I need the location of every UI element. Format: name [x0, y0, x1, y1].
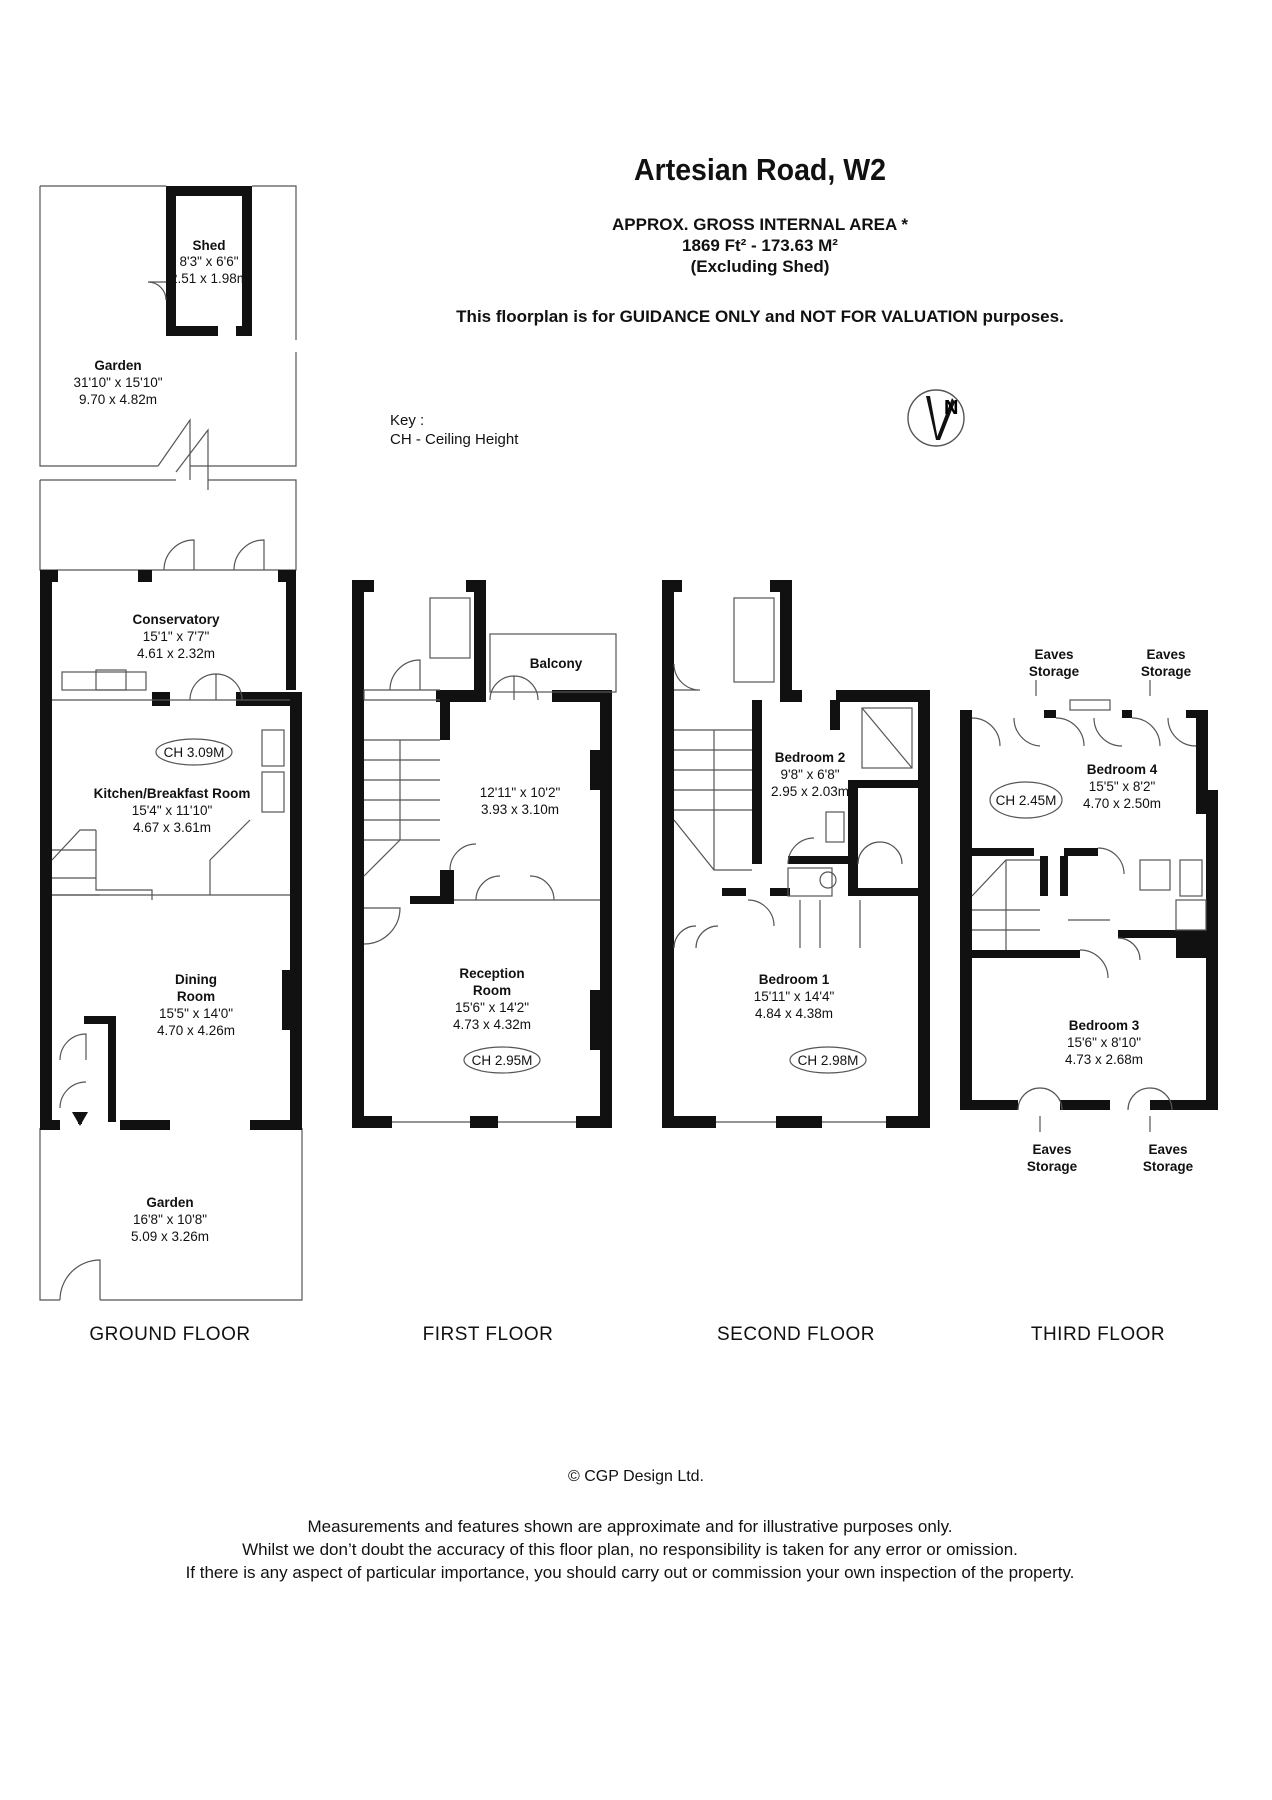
svg-text:Conservatory: Conservatory [132, 612, 220, 627]
svg-text:4.84 x 4.38m: 4.84 x 4.38m [754, 1006, 834, 1021]
area-value: 1869 Ft² - 173.63 M² [682, 236, 838, 255]
garden-rear-outline-right [190, 352, 296, 466]
floor-label-ground: GROUND FLOOR [89, 1324, 251, 1345]
garden-break-left [158, 420, 190, 480]
svg-text:2.95 x 2.03m: 2.95 x 2.03m [770, 784, 850, 799]
room-reception [453, 966, 531, 1032]
svg-text:Kitchen/Breakfast Room: Kitchen/Breakfast Room [93, 786, 251, 801]
floor-label-third: THIRD FLOOR [1030, 1324, 1166, 1345]
room-first-rear [480, 785, 561, 817]
disclaimer [60, 1515, 1200, 1584]
room-bedroom-3 [1065, 1018, 1143, 1067]
svg-text:Reception: Reception [459, 966, 525, 981]
svg-text:Eaves: Eaves [1034, 647, 1074, 662]
svg-text:Room: Room [176, 989, 216, 1004]
room-dining [157, 972, 235, 1038]
svg-text:8'3" x 6'6": 8'3" x 6'6" [179, 254, 239, 269]
ch-bedroom-1: CH 2.98M [797, 1053, 859, 1068]
eaves-storage-top-right [1141, 647, 1192, 679]
compass-icon [908, 390, 964, 446]
room-kitchen [94, 786, 251, 835]
svg-text:Garden: Garden [146, 1195, 194, 1210]
svg-text:15'5" x 14'0": 15'5" x 14'0" [158, 1006, 234, 1021]
page-title: Artesian Road, W2 [634, 152, 886, 187]
ch-reception: CH 2.95M [471, 1053, 533, 1068]
svg-text:Garden: Garden [94, 358, 142, 373]
eaves-storage-bottom-left [1027, 1142, 1078, 1174]
svg-text:Bedroom 3: Bedroom 3 [1068, 1018, 1140, 1033]
room-bedroom-2 [771, 750, 849, 799]
svg-text:9.70 x 4.82m: 9.70 x 4.82m [78, 392, 158, 407]
floor-label-first: FIRST FLOOR [422, 1324, 554, 1345]
compass-letter: N [944, 397, 959, 419]
svg-text:Eaves: Eaves [1032, 1142, 1072, 1157]
svg-text:4.73 x 2.68m: 4.73 x 2.68m [1064, 1052, 1144, 1067]
copyright: © CGP Design Ltd. [568, 1468, 704, 1485]
svg-text:16'8" x 10'8": 16'8" x 10'8" [132, 1212, 208, 1227]
svg-text:9'8" x 6'8": 9'8" x 6'8" [780, 767, 840, 782]
floor-label-second: SECOND FLOOR [716, 1324, 876, 1345]
disclaimer-line-2: Whilst we don’t doubt the accuracy of this floor plan, no responsibility is taken for any error or omission. [242, 1540, 1018, 1559]
svg-text:Room: Room [472, 983, 512, 998]
garden-break-right [176, 430, 208, 490]
svg-text:4.70 x 4.26m: 4.70 x 4.26m [156, 1023, 236, 1038]
svg-text:Bedroom 1: Bedroom 1 [758, 972, 830, 987]
svg-text:5.09 x 3.26m: 5.09 x 3.26m [130, 1229, 210, 1244]
eaves-storage-bottom-right [1143, 1142, 1194, 1174]
room-bedroom-4 [1083, 762, 1161, 811]
garden-rear-top-right [252, 186, 296, 340]
ch-kitchen: CH 3.09M [163, 745, 225, 760]
room-shed [170, 238, 248, 286]
svg-text:4.67 x 3.61m: 4.67 x 3.61m [132, 820, 212, 835]
guidance-notice: This floorplan is for GUIDANCE ONLY and NOT FOR VALUATION purposes. [456, 307, 1064, 326]
svg-text:Bedroom 4: Bedroom 4 [1086, 762, 1158, 777]
key-ch: CH - Ceiling Height [390, 431, 519, 448]
area-heading: APPROX. GROSS INTERNAL AREA * [612, 215, 908, 234]
svg-text:Storage: Storage [1140, 664, 1192, 679]
svg-text:Storage: Storage [1142, 1159, 1194, 1174]
garden-rear-outline [40, 186, 158, 466]
svg-text:15'4" x 11'10": 15'4" x 11'10" [131, 803, 213, 818]
svg-text:2.51 x 1.98m: 2.51 x 1.98m [169, 271, 249, 286]
svg-text:Shed: Shed [192, 238, 226, 253]
room-bedroom-1 [754, 972, 835, 1021]
disclaimer-line-1: Measurements and features shown are approximate and for illustrative purposes only. [307, 1517, 953, 1536]
svg-text:12'11" x 10'2": 12'11" x 10'2" [479, 785, 561, 800]
svg-text:15'1" x 7'7": 15'1" x 7'7" [142, 629, 210, 644]
svg-text:Bedroom 2: Bedroom 2 [774, 750, 846, 765]
svg-text:Storage: Storage [1028, 664, 1080, 679]
svg-text:15'6" x 14'2": 15'6" x 14'2" [454, 1000, 530, 1015]
garden-front-outline [40, 1128, 60, 1300]
svg-text:4.73 x 4.32m: 4.73 x 4.32m [452, 1017, 532, 1032]
svg-text:Storage: Storage [1026, 1159, 1078, 1174]
svg-text:15'6" x 8'10": 15'6" x 8'10" [1066, 1035, 1142, 1050]
svg-text:4.70 x 2.50m: 4.70 x 2.50m [1082, 796, 1162, 811]
svg-text:15'5" x 8'2": 15'5" x 8'2" [1088, 779, 1156, 794]
second-floor-walls [662, 580, 930, 1128]
svg-text:4.61 x 2.32m: 4.61 x 2.32m [136, 646, 216, 661]
svg-text:Eaves: Eaves [1146, 647, 1186, 662]
svg-text:3.93 x 3.10m: 3.93 x 3.10m [480, 802, 560, 817]
room-conservatory [132, 612, 220, 661]
svg-text:Eaves: Eaves [1148, 1142, 1188, 1157]
svg-text:Dining: Dining [175, 972, 217, 987]
room-balcony: Balcony [529, 656, 583, 671]
eaves-storage-top-left [1029, 647, 1080, 679]
disclaimer-line-3: If there is any aspect of particular importance, you should carry out or commission your own inspection of the property. [185, 1563, 1075, 1582]
key-heading: Key : [390, 412, 425, 429]
room-garden-rear [73, 358, 162, 407]
svg-text:31'10" x 15'10": 31'10" x 15'10" [73, 375, 163, 390]
room-garden-front [131, 1195, 209, 1244]
svg-text:15'11" x 14'4": 15'11" x 14'4" [753, 989, 835, 1004]
area-note: (Excluding Shed) [690, 257, 830, 276]
ch-bedroom-4: CH 2.45M [995, 793, 1057, 808]
garden-lower-outline [40, 480, 296, 570]
